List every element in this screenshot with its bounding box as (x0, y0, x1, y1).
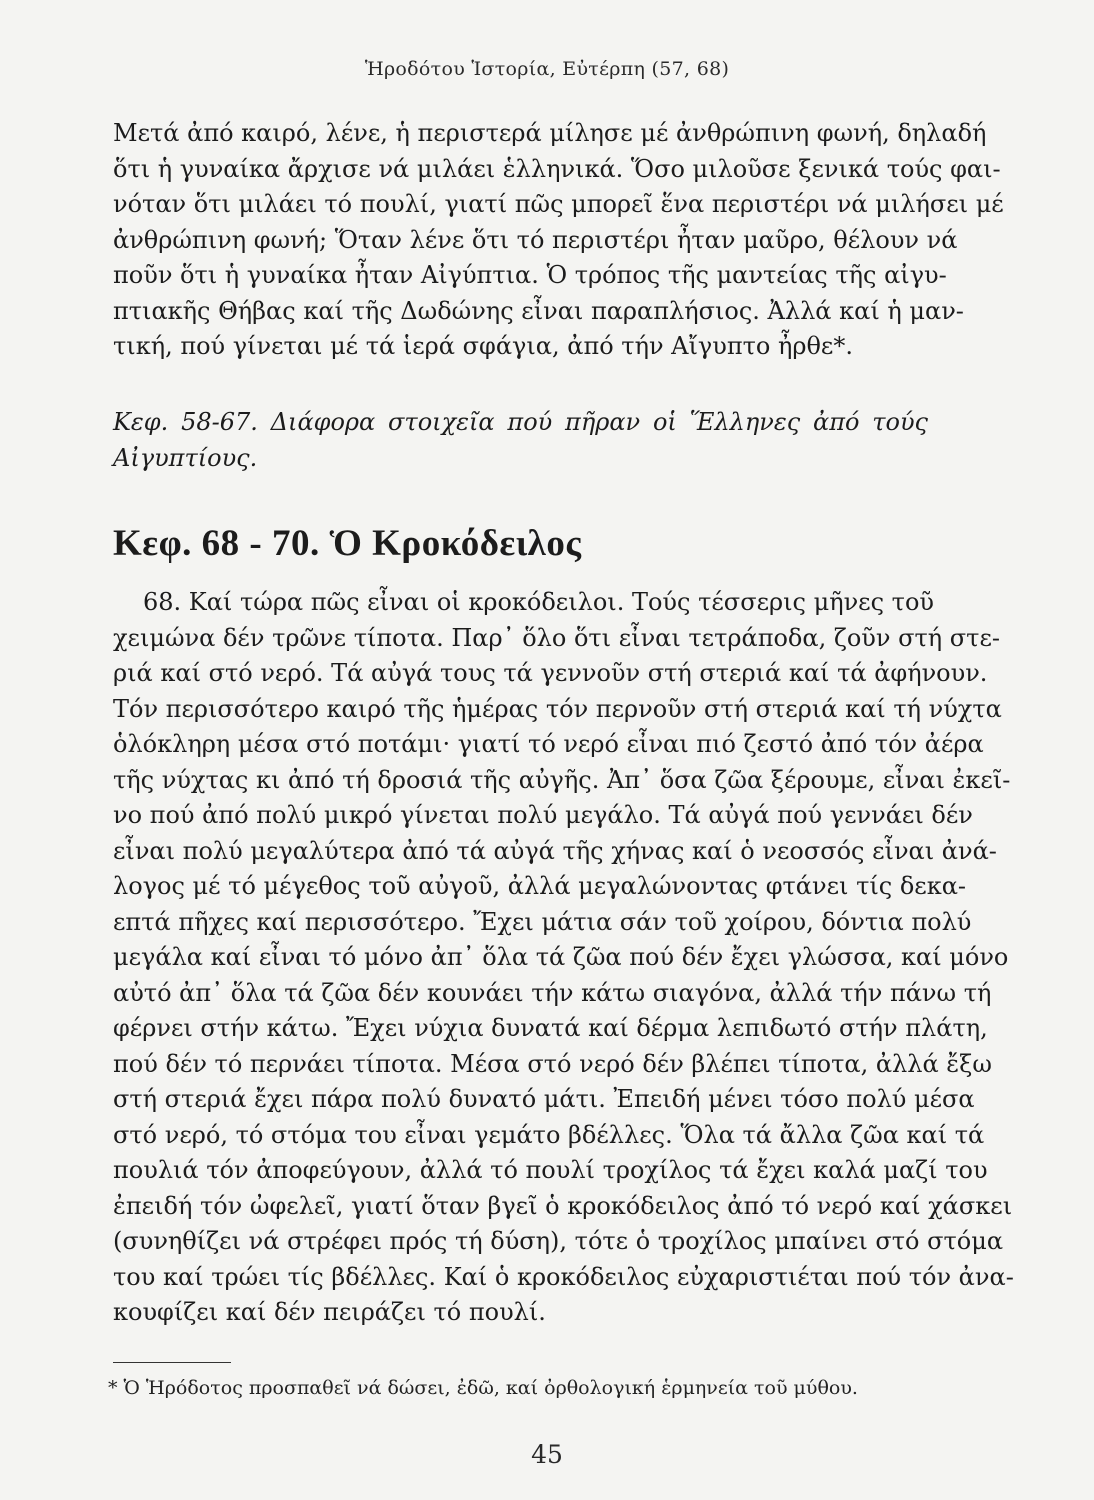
text-line: πουλιά τόν ἀποφεύγουν, ἀλλά τό πουλί τροχίλος τά ἔχει καλά μαζί του (113, 1156, 988, 1184)
text-line: αὐτό ἀπ᾽ ὅλα τά ζῶα δέν κουνάει τήν κάτω σιαγόνα, ἀλλά τήν πάνω τή (113, 978, 992, 1007)
text-line: πτιακῆς Θήβας καί τῆς Δωδώνης εἶναι παραπλήσιος. Ἀλλά καί ἡ μαν- (113, 296, 964, 325)
text-line: Τόν περισσότερο καιρό τῆς ἡμέρας τόν περνοῦν στή στεριά καί τή νύχτα (113, 694, 1002, 723)
text-line: νο πού ἀπό πολύ μικρό γίνεται πολύ μεγάλο. Τά αὐγά πού γεννάει δέν (113, 801, 973, 829)
summary-line: Αἰγυπτίους. (113, 443, 258, 472)
text-line: τική, πού γίνεται μέ τά ἱερά σφάγια, ἀπό τήν Αἴγυπτο ἦρθε*. (113, 332, 853, 360)
text-line: νόταν ὅτι μιλάει τό πουλί, γιατί πῶς μπορεῖ ἕνα περιστέρι νά μιλήσει μέ (113, 190, 1004, 218)
text-line: Μετά ἀπό καιρό, λένε, ἡ περιστερά μίλησε μέ ἀνθρώπινη φωνή, δηλαδή (113, 119, 987, 147)
text-line: φέρνει στήν κάτω. Ἔχει νύχια δυνατά καί δέρμα λεπιδωτό στήν πλάτη, (113, 1014, 988, 1042)
page-number: 45 (531, 1440, 563, 1469)
text-line: στή στεριά ἔχει πάρα πολύ δυνατό μάτι. Ἐπειδή μένει τόσο πολύ μέσα (113, 1085, 975, 1113)
text-line: χειμώνα δέν τρῶνε τίποτα. Παρ᾽ ὅλο ὅτι εἶναι τετράποδα, ζοῦν στή στε- (113, 623, 1000, 652)
text-line: του καί τρώει τίς βδέλλες. Καί ὁ κροκόδειλος εὐχαριστιέται πού τόν ἀνα- (113, 1262, 1014, 1291)
text-line: (συνηθίζει νά στρέφει πρός τή δύση), τότε ὁ τροχίλος μπαίνει στό στόμα (113, 1227, 1004, 1255)
summary-line: Κεφ. 58-67. Διάφορα στοιχεῖα πού πῆραν οἱ Ἕλληνες ἀπό τούς (113, 408, 928, 436)
text-line: εἶναι πολύ μεγαλύτερα ἀπό τά αὐγά τῆς χήνας καί ὁ νεοσσός εἶναι ἀνά- (113, 836, 997, 865)
text-line: λογος μέ τό μέγεθος τοῦ αὐγοῦ, ἀλλά μεγαλώνοντας φτάνει τίς δεκα- (113, 872, 967, 900)
text-line: πού δέν τό περνάει τίποτα. Μέσα στό νερό δέν βλέπει τίποτα, ἀλλά ἔξω (113, 1049, 992, 1078)
text-line: ὁλόκληρη μέσα στό ποτάμι· γιατί τό νερό εἶναι πιό ζεστό ἀπό τόν ἀέρα (113, 730, 984, 758)
text-line: στό νερό, τό στόμα του εἶναι γεμάτο βδέλλες. Ὅλα τά ἄλλα ζῶα καί τά (113, 1120, 985, 1149)
text-line: ὅτι ἡ γυναίκα ἄρχισε νά μιλάει ἑλληνικά. Ὅσο μιλοῦσε ξενικά τούς φαι- (113, 154, 1001, 183)
body-paragraph (113, 585, 1014, 1331)
intro-paragraph (113, 116, 1004, 365)
running-head: Ἡροδότου Ἱστορία, Εὐτέρπη (57, 68) (364, 58, 730, 80)
chapter-summary (113, 405, 928, 476)
text-line: 68. Καί τώρα πῶς εἶναι οἱ κροκόδειλοι. Τούς τέσσερις μῆνες τοῦ (143, 588, 934, 616)
text-line: επτά πῆχες καί περισσότερο. Ἔχει μάτια σάν τοῦ χοίρου, δόντια πολύ (113, 907, 972, 936)
text-line: ριά καί στό νερό. Τά αὐγά τους τά γεννοῦν στή στεριά καί τά ἀφήνουν. (113, 659, 988, 687)
footnote: * Ὁ Ἡρόδοτος προσπαθεῖ νά δώσει, ἐδῶ, καί ὀρθολογική ἑρμηνεία τοῦ μύθου. (108, 1377, 858, 1399)
text-line: τῆς νύχτας κι ἀπό τή δροσιά τῆς αὐγῆς. Ἀπ᾽ ὅσα ζῶα ξέρουμε, εἶναι ἐκεῖ- (113, 765, 1011, 794)
footnote-rule (113, 1362, 231, 1363)
text-line: ἀνθρώπινη φωνή; Ὅταν λένε ὅτι τό περιστέρι ἦταν μαῦρο, θέλουν νά (113, 225, 958, 254)
text-line: κουφίζει καί δέν πειράζει τό πουλί. (113, 1298, 546, 1326)
section-heading: Κεφ. 68 - 70. Ὁ Κροκόδειλος (113, 523, 582, 564)
text-line: ἐπειδή τόν ὠφελεῖ, γιατί ὅταν βγεῖ ὁ κροκόδειλος ἀπό τό νερό καί χάσκει (113, 1191, 1013, 1220)
text-line: ποῦν ὅτι ἡ γυναίκα ἦταν Αἰγύπτια. Ὁ τρόπος τῆς μαντείας τῆς αἰγυ- (113, 261, 947, 289)
text-line: μεγάλα καί εἶναι τό μόνο ἀπ᾽ ὅλα τά ζῶα πού δέν ἔχει γλώσσα, καί μόνο (113, 943, 1009, 971)
